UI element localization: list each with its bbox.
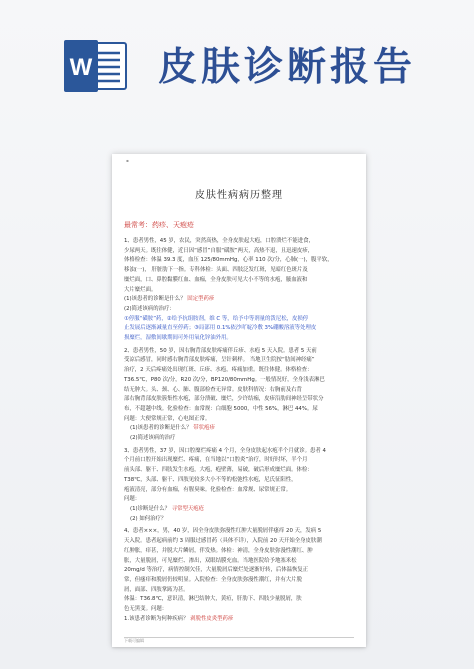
document-preview xyxy=(112,154,366,647)
page-marker: ▪ xyxy=(126,158,129,163)
question-line: (2) 如何治疗？ xyxy=(130,515,167,522)
text-line: 问题：大便常规正常，心电图正常。 xyxy=(124,415,211,422)
document-title: 皮肤性病病历整理 xyxy=(195,190,283,201)
text-line: 结无肿大。头、颈、心、肺、腹部检查无异常。皮肤科情况：右胸前及右背 xyxy=(124,386,302,393)
question-line: (2)简述该病的治疗： xyxy=(124,305,175,312)
case-2 xyxy=(124,347,354,444)
header xyxy=(0,0,474,118)
question-line: (2)简述该病的治疗 xyxy=(130,435,176,442)
text-line: 胀，大量脱屑，可见糜烂、渗出，双眼结膜充血。当地医院给予地塞米松 xyxy=(124,557,297,564)
text-line: 3、患者男性，37 岁，因口腔糜烂疼痛 4 个月，全身皮肤起水疱半个月就诊。患者 4 xyxy=(124,447,326,454)
question-line: (1)该患者的诊断是什么？ 带状疱疹 xyxy=(130,425,215,432)
text-line: 糜烂面，口、鼻腔黏膜红血、血痂，全身皮肤可见大小不等的水疱，腋血液和 xyxy=(124,276,308,283)
answer-line: 损糜烂，湿敷间歇期间可外用氧化锌油外用。 xyxy=(124,335,232,342)
footer-rule xyxy=(124,637,354,638)
text-line: 2、患者男性，50 岁，因右胸背部皮肤疼痛伴丘疹、水疱 5 天入院。患者 5 天前 xyxy=(124,347,317,354)
question-line: 1.该患者诊断为何种疾病？ 剥脱性皮炎型药疹 xyxy=(124,615,234,622)
section-head xyxy=(124,221,354,230)
case-1 xyxy=(124,237,354,344)
text-line: T38℃，头部、躯干、四肢见较多大小不等的松弛性水疱，尼氏征阳性， xyxy=(124,476,297,483)
section-head-prefix: 最常考： xyxy=(124,221,152,229)
text-line: 少尿两天。既往体健，近日因“感冒”自服“磺胺”两天，高热不退，且迅速皮疹， xyxy=(124,247,314,254)
text-line: 部右胸背部皮肤簇集性水疱，部分溃破、糜烂，少许结痂，皮疹沿肋间神经呈带状分 xyxy=(124,396,324,403)
question-line: (1)诊断是什么？ 寻常型天疱疮 xyxy=(130,505,205,512)
answer-line: ①停服“磺胺”药，②给予抗组胺剂，维 C 等，给予中等剂量的泼尼松，皮损停 xyxy=(124,315,309,322)
text-line: 色无黑变。问题： xyxy=(124,606,168,613)
text-line: 受凉后感冒，同时感右胸背部皮肤疼痛，呈针刺样。 当地卫生院按“肋间神经痛” xyxy=(124,357,315,364)
text-line: 问题： xyxy=(124,496,141,503)
footer-note: 下载可编辑 xyxy=(124,638,144,643)
answer-line: 止发展后逐渐减量直至停药；③局部用 0.1%依沙吖啶冷敷 3%硼酸溶液等处理皮 xyxy=(124,325,317,332)
text-line: 天入院。患者起病前约 3 周服过感冒药（具体不详），入院前 20 天开始全身皮肤潮 xyxy=(124,538,322,545)
text-line: 疱液清亮，部分有血痂，有腥臭味。化验检查：血常规、尿常规正常。 xyxy=(124,486,292,493)
text-line: 1、患者男性，45 岁，农民，突然高热，全身皮肤起大疱，口腔溃烂不能进食， xyxy=(124,238,314,244)
text-line: 布，不超越中线。化验检查：血常规：白细胞 5000，中性 56%，淋巴 44%。尿 xyxy=(124,405,318,412)
text-line: 4、患者×××，男，40 岁，因全身皮肤弥漫性红肿大量脱屑伴瘙痒 20 天，发病 5 xyxy=(124,528,322,535)
text-line: 个月前口腔开始出现糜烂、疼痛，在当地以“口腔炎”治疗，时好时坏，半个月 xyxy=(124,457,308,464)
case-4 xyxy=(124,527,354,624)
word-icon xyxy=(62,38,128,94)
text-line: 红肿胀，痒甚，并脱大片鳞屑，伴发热。体检：神清，全身皮肤弥漫性潮红、肿 xyxy=(124,547,313,554)
text-line: 常，但瘙痒和脱屑仍较明显。入院检查：全身皮肤弥漫性潮红，并有大片脱 xyxy=(124,576,302,583)
text-line: T36.5℃，P80 次/分，R20 次/分，BP120/80mmHg。一般情况好，全身浅表淋巴 xyxy=(124,376,325,383)
text-line: 治疗，2 天后疼痛处出现红斑、丘疹、水疱，疼痛加重。既往体健。体格检查： xyxy=(124,367,313,374)
page-title: 皮肤诊断报告 xyxy=(158,45,417,90)
text-line: 20mg/d 等治疗，病情控制欠佳，大量脱屑后糜烂处逐渐好转，后体温恢复正 xyxy=(124,567,309,574)
section-head-highlight: 药疹、天疱疮 xyxy=(152,221,194,229)
text-line: 体格检查：体温 39.3 度，血压 125/80mmHg，心率 110 次/分，心肺(一)，腹平软， xyxy=(124,257,333,264)
question-line: (1)该患者的诊断是什么？ 固定型药疹 xyxy=(124,296,215,303)
case-3 xyxy=(124,447,354,525)
text-line: 大片糜烂面。 xyxy=(124,286,157,293)
text-line: 体温：T36.8℃，意识清，淋巴结肿大，黄疸，肝肋下、四肢少量脱屑，肤 xyxy=(124,596,302,603)
svg-text:W: W xyxy=(69,54,93,81)
text-line: 屑，面部、四肢掌跖为甚。 xyxy=(124,586,189,593)
text-line: 前头部、躯干、四肢发生水疱，大疱，疱壁薄，易破，破后形成糜烂面。体检： xyxy=(124,467,313,474)
text-line: 移浊(一)， 肝脏肋下一指。专科体检：头面、四肢泛发红斑，见暗红色斑片及 xyxy=(124,267,308,274)
